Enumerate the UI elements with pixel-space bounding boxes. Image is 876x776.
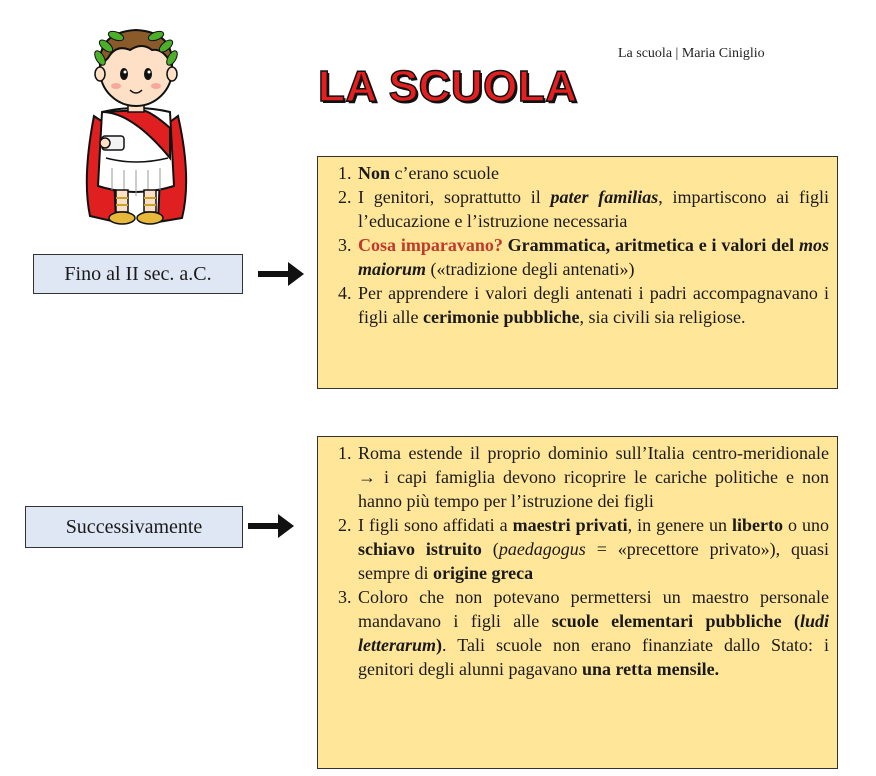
list-item <box>356 233 829 281</box>
period-label-later: Successivamente <box>25 506 243 548</box>
list-item <box>356 281 829 329</box>
text-segment: maestri privati <box>512 515 628 535</box>
text-segment: cerimonie pubbliche <box>422 307 580 327</box>
text-segment: schiavo istruito <box>358 539 482 559</box>
page-title: LA SCUOLA <box>318 62 578 111</box>
text-segment: Roma estende il proprio dominio sull’Italia centro-meridionale → i capi famiglia devono ricoprire le cariche politiche e non hanno più tempo per l’istruzione dei figli <box>358 443 829 511</box>
period-label-early: Fino al II sec. a.C. <box>33 254 243 294</box>
text-segment: c’erano scuole <box>390 163 499 183</box>
text-segment: origine greca <box>432 563 534 583</box>
text-segment: paedagogus <box>498 539 586 559</box>
right-arrow-icon <box>248 512 296 540</box>
text-segment: , impartiscono ai figli l’educazione e l’istruzione necessaria <box>358 187 830 231</box>
text-segment: mos maiorum <box>358 235 829 279</box>
text-segment: = «precettore privato»), quasi sempre di <box>358 539 829 583</box>
list-item <box>356 585 829 681</box>
text-segment: Non <box>358 163 391 183</box>
text-segment: I genitori, soprattutto il <box>358 187 551 207</box>
list-item <box>356 513 829 585</box>
early-list <box>330 161 829 329</box>
content-box-early <box>317 156 838 389</box>
text-segment: pater familias <box>550 187 659 207</box>
text-segment: una retta mensile. <box>581 659 720 679</box>
text-segment: I figli sono affidati a <box>358 515 513 535</box>
text-segment: scuole elementari pubbliche ( <box>551 611 800 631</box>
text-segment: , in genere un <box>627 515 733 535</box>
text-segment: ) <box>436 635 443 655</box>
header-note: La scuola | Maria Ciniglio <box>618 46 765 61</box>
text-segment: Coloro che non potevano permettersi un maestro personale mandavano i figli alle <box>358 587 829 631</box>
text-segment: , sia civili sia religiose. <box>579 307 746 327</box>
text-segment: . Tali scuole non erano finanziate dallo Stato: i genitori degli alunni pagavano <box>358 635 829 679</box>
text-segment: («tradizione degli antenati») <box>426 259 635 279</box>
later-list <box>330 441 829 681</box>
content-box-later <box>317 436 838 769</box>
list-item <box>356 185 829 233</box>
text-segment: Cosa imparavano? <box>358 235 503 255</box>
list-item <box>356 441 829 513</box>
right-arrow-icon <box>258 260 306 288</box>
text-segment: Grammatica, aritmetica e i valori del <box>502 235 799 255</box>
text-segment: Per apprendere i valori degli antenati i padri accompagnavano i figli alle <box>358 283 829 327</box>
text-segment: ludi letterarum <box>358 611 830 655</box>
roman-child-illustration <box>72 8 200 240</box>
list-item <box>356 161 829 185</box>
text-segment: liberto <box>732 515 784 535</box>
text-segment: o uno <box>783 515 830 535</box>
text-segment: ( <box>481 539 499 559</box>
